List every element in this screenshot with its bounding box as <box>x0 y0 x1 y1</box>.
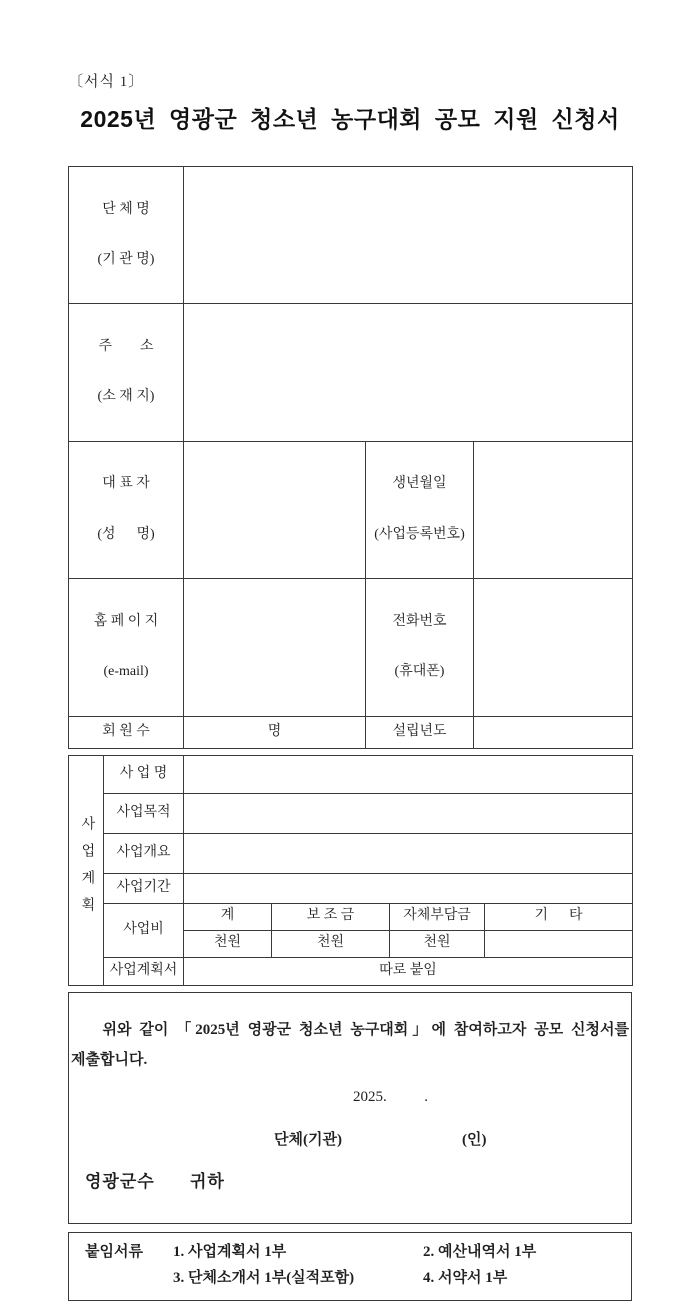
phone-label-line2: (휴대폰) <box>368 664 471 681</box>
birthdate-label-cell <box>366 441 474 578</box>
budget-other-unit-cell <box>485 930 633 957</box>
attachments-box <box>68 1232 632 1301</box>
attachments-label: 붙임서류 <box>85 1240 159 1265</box>
plan-period-row <box>69 873 633 903</box>
homepage-label-line2: (e-mail) <box>71 664 181 681</box>
plan-purpose-value-cell <box>184 793 633 833</box>
applicant-info-table <box>68 166 633 749</box>
phone-label-line1: 전화번호 <box>368 614 471 631</box>
plan-doc-label-cell: 사업계획서 <box>104 957 184 985</box>
org-name-row <box>69 167 633 304</box>
representative-label-cell <box>69 441 184 578</box>
recipient-honorific: 귀하 <box>190 1172 225 1191</box>
budget-label-cell: 사업비 <box>104 903 184 957</box>
seal-label: (인) <box>462 1128 486 1149</box>
budget-total-header-cell: 계 <box>184 903 272 930</box>
declaration-text: 위와 같이 「2025년 영광군 청소년 농구대회」에 참여하고자 공모 신청서를 제출합니다. <box>71 1015 629 1075</box>
org-name-value-cell <box>184 167 633 304</box>
members-row <box>69 716 633 748</box>
founded-label-cell: 설립년도 <box>366 716 474 748</box>
org-name-label-line2: (기 관 명) <box>71 252 181 269</box>
representative-row <box>69 441 633 578</box>
plan-doc-row <box>69 957 633 985</box>
page-title: 2025년 영광군 청소년 농구대회 공모 지원 신청서 <box>68 101 632 134</box>
representative-label-line2: (성 명) <box>71 527 181 544</box>
plan-outline-label-cell: 사업개요 <box>104 833 184 873</box>
plan-outline-row <box>69 833 633 873</box>
homepage-value-cell <box>184 579 366 716</box>
members-value-cell <box>184 716 366 748</box>
budget-self-header-cell: 자체부담금 <box>390 903 485 930</box>
birthdate-label-line1: 생년월일 <box>368 476 471 493</box>
org-name-label-line1: 단 체 명 <box>71 202 181 219</box>
plan-outline-value-cell <box>184 833 633 873</box>
plan-name-row <box>69 755 633 793</box>
plan-doc-value-cell: 따로 붙임 <box>184 957 633 985</box>
form-content <box>68 0 632 1301</box>
plan-period-label-cell: 사업기간 <box>104 873 184 903</box>
date-line: 2025. . <box>353 1089 631 1106</box>
plan-section-label: 사업계획 <box>78 816 95 924</box>
budget-header-row <box>69 903 633 930</box>
homepage-label-line1: 홈 페 이 지 <box>71 614 181 631</box>
signer-line <box>69 1128 631 1149</box>
attachment-item-4: 4. 서약서 1부 <box>423 1266 536 1291</box>
org-name-label-cell <box>69 167 184 304</box>
address-value-cell <box>184 304 633 441</box>
business-plan-table <box>68 755 633 986</box>
attachment-item-2: 2. 예산내역서 1부 <box>423 1240 536 1265</box>
budget-subsidy-header-cell: 보 조 금 <box>272 903 390 930</box>
budget-other-header-cell: 기 타 <box>485 903 633 930</box>
plan-period-value-cell <box>184 873 633 903</box>
homepage-row <box>69 579 633 716</box>
phone-label-cell <box>366 579 474 716</box>
homepage-label-cell <box>69 579 184 716</box>
plan-name-value-cell <box>184 755 633 793</box>
address-row <box>69 304 633 441</box>
address-label-line1: 주 소 <box>71 339 181 356</box>
members-label-cell: 회 원 수 <box>69 716 184 748</box>
form-number-label: 〔서식 1〕 <box>68 70 632 91</box>
recipient-line <box>85 1167 631 1192</box>
representative-label-line1: 대 표 자 <box>71 476 181 493</box>
attachment-item-3: 3. 단체소개서 1부(실적포함) <box>173 1266 423 1291</box>
birthdate-value-cell <box>474 441 633 578</box>
signer-label: 단체(기관) <box>274 1128 342 1149</box>
address-label-cell <box>69 304 184 441</box>
plan-name-label-cell: 사 업 명 <box>104 755 184 793</box>
members-unit-label: 명 <box>268 724 282 739</box>
plan-section-cell <box>69 755 104 985</box>
recipient-name: 영광군수 <box>85 1172 155 1191</box>
budget-total-unit-cell: 천원 <box>184 930 272 957</box>
declaration-box <box>68 992 632 1224</box>
address-label-line2: (소 재 지) <box>71 389 181 406</box>
budget-subsidy-unit-cell: 천원 <box>272 930 390 957</box>
founded-value-cell <box>474 716 633 748</box>
attachments-list <box>173 1240 536 1292</box>
plan-purpose-label-cell: 사업목적 <box>104 793 184 833</box>
representative-value-cell <box>184 441 366 578</box>
budget-self-unit-cell: 천원 <box>390 930 485 957</box>
plan-purpose-row <box>69 793 633 833</box>
attachment-item-1: 1. 사업계획서 1부 <box>173 1240 423 1265</box>
phone-value-cell <box>474 579 633 716</box>
birthdate-label-line2: (사업등록번호) <box>368 527 471 544</box>
